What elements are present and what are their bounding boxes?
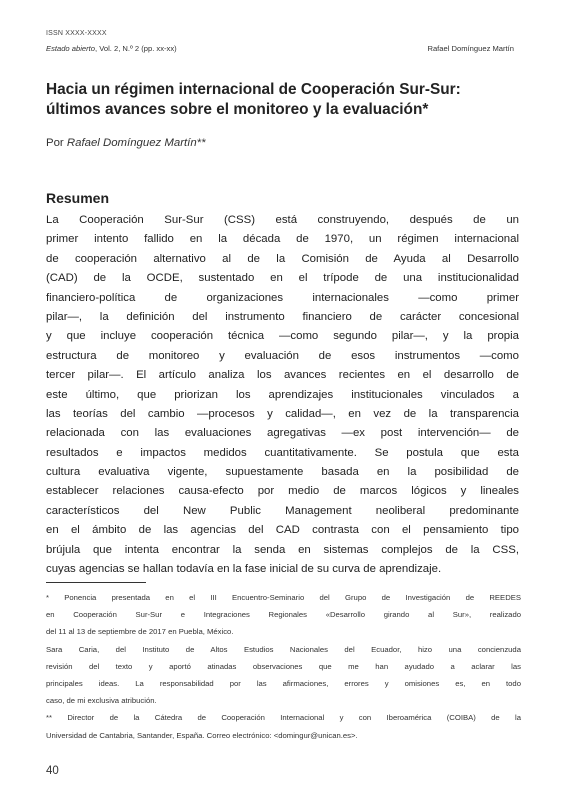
footnote-line: Sara Caria, del Instituto de Altos Estudios Nacionales del Ecuador, hizo una concienzuda — [46, 644, 521, 654]
footnote-line: del 11 al 13 de septiembre de 2017 en Puebla, México. — [46, 627, 234, 637]
footnote-separator — [46, 582, 146, 583]
footnote-line: ** Director de la Cátedra de Cooperación Internacional y con Iberoamérica (COIBA) de la — [46, 713, 521, 723]
journal-name: Estado abierto — [46, 44, 95, 53]
footnote-line: caso, de mi exclusiva atribución. — [46, 696, 157, 706]
abstract-body — [46, 211, 519, 579]
abstract-line: de cooperación alternativo al de la Comisión de Ayuda al Desarrollo — [46, 252, 519, 265]
footnote-line: en Cooperación Sur-Sur e Integraciones Regionales «Desarrollo girando al Sur», realizado — [46, 610, 521, 620]
issn-label: ISSN XXXX-XXXX — [46, 30, 107, 37]
footnote-line: principales ideas. La responsabilidad por las afirmaciones, errores y omisiones es, en todo — [46, 678, 521, 688]
footnotes — [46, 589, 521, 744]
running-author: Rafael Domínguez Martín — [427, 44, 514, 53]
title-line: Hacia un régimen internacional de Cooperación Sur-Sur: — [46, 81, 461, 98]
abstract-line: cultura evaluativa vigente, supuestamente basada en la posibilidad de — [46, 466, 519, 479]
abstract-line: tercer pilar—. El artículo analiza los avances recientes en el desarrollo de — [46, 369, 519, 382]
abstract-line: establecer relaciones causa-efecto por medio de marcos lógicos y lineales — [46, 485, 519, 498]
byline-prefix: Por — [46, 137, 67, 149]
abstract-line: en el ámbito de las agencias del CAD contrasta con el pensamiento tipo — [46, 524, 519, 537]
abstract-line: las teorías del cambio —procesos y calidad—, en vez de la transparencia — [46, 407, 519, 420]
abstract-line: estructura de monitoreo y evaluación de esos instrumentos —como — [46, 349, 519, 362]
byline — [46, 137, 206, 149]
abstract-line: resultados e impactos medidos cuantitativamente. Se postula que esta — [46, 446, 519, 459]
abstract-line: (CAD) de la OCDE, sustentado en el trípode de una institucionalidad — [46, 272, 519, 285]
page-number: 40 — [46, 765, 59, 777]
abstract-line: primer intento fallido en la década de 1970, un régimen internacional — [46, 233, 519, 246]
abstract-line: este último, que priorizan los aprendizajes institucionales vinculados a — [46, 388, 519, 401]
journal-citation — [46, 44, 177, 53]
abstract-line: relacionada con las evaluaciones agregativas —ex post intervención— de — [46, 427, 519, 440]
author-name: Rafael Domínguez Martín** — [66, 137, 206, 149]
abstract-line: pilar—, la definición del instrumento financiero de carácter concesional — [46, 310, 519, 323]
abstract-line: financiero-política de organizaciones internacionales —como primer — [46, 291, 519, 304]
abstract-line: característicos del New Public Management neoliberal predominante — [46, 504, 519, 517]
footnote-line: * Ponencia presentada en el III Encuentro-Seminario del Grupo de Investigación de REEDES — [46, 593, 521, 602]
abstract-line: y que incluye cooperación técnica —como segundo pilar—, y la propia — [46, 330, 519, 343]
abstract-line: cuyas agencias se hallan todavía en la fase inicial de su curva de aprendizaje. — [46, 563, 442, 576]
abstract-line: La Cooperación Sur-Sur (CSS) está construyendo, después de un — [46, 214, 519, 226]
journal-issue: , Vol. 2, N.º 2 (pp. xx-xx) — [94, 44, 177, 53]
abstract-line: brújula que intenta encontrar la senda en sistemas complejos de la CSS, — [46, 543, 519, 556]
article-title — [46, 80, 526, 120]
title-line: últimos avances sobre el monitoreo y la evaluación* — [46, 101, 429, 118]
abstract-heading: Resumen — [46, 190, 110, 206]
footnote-line: revisión del texto y aportó atinadas observaciones que me han ayudado a aclarar las — [46, 661, 521, 671]
footnote-line: Universidad de Cantabria, Santander, España. Correo electrónico: <domingur@unican.es>. — [46, 730, 358, 740]
